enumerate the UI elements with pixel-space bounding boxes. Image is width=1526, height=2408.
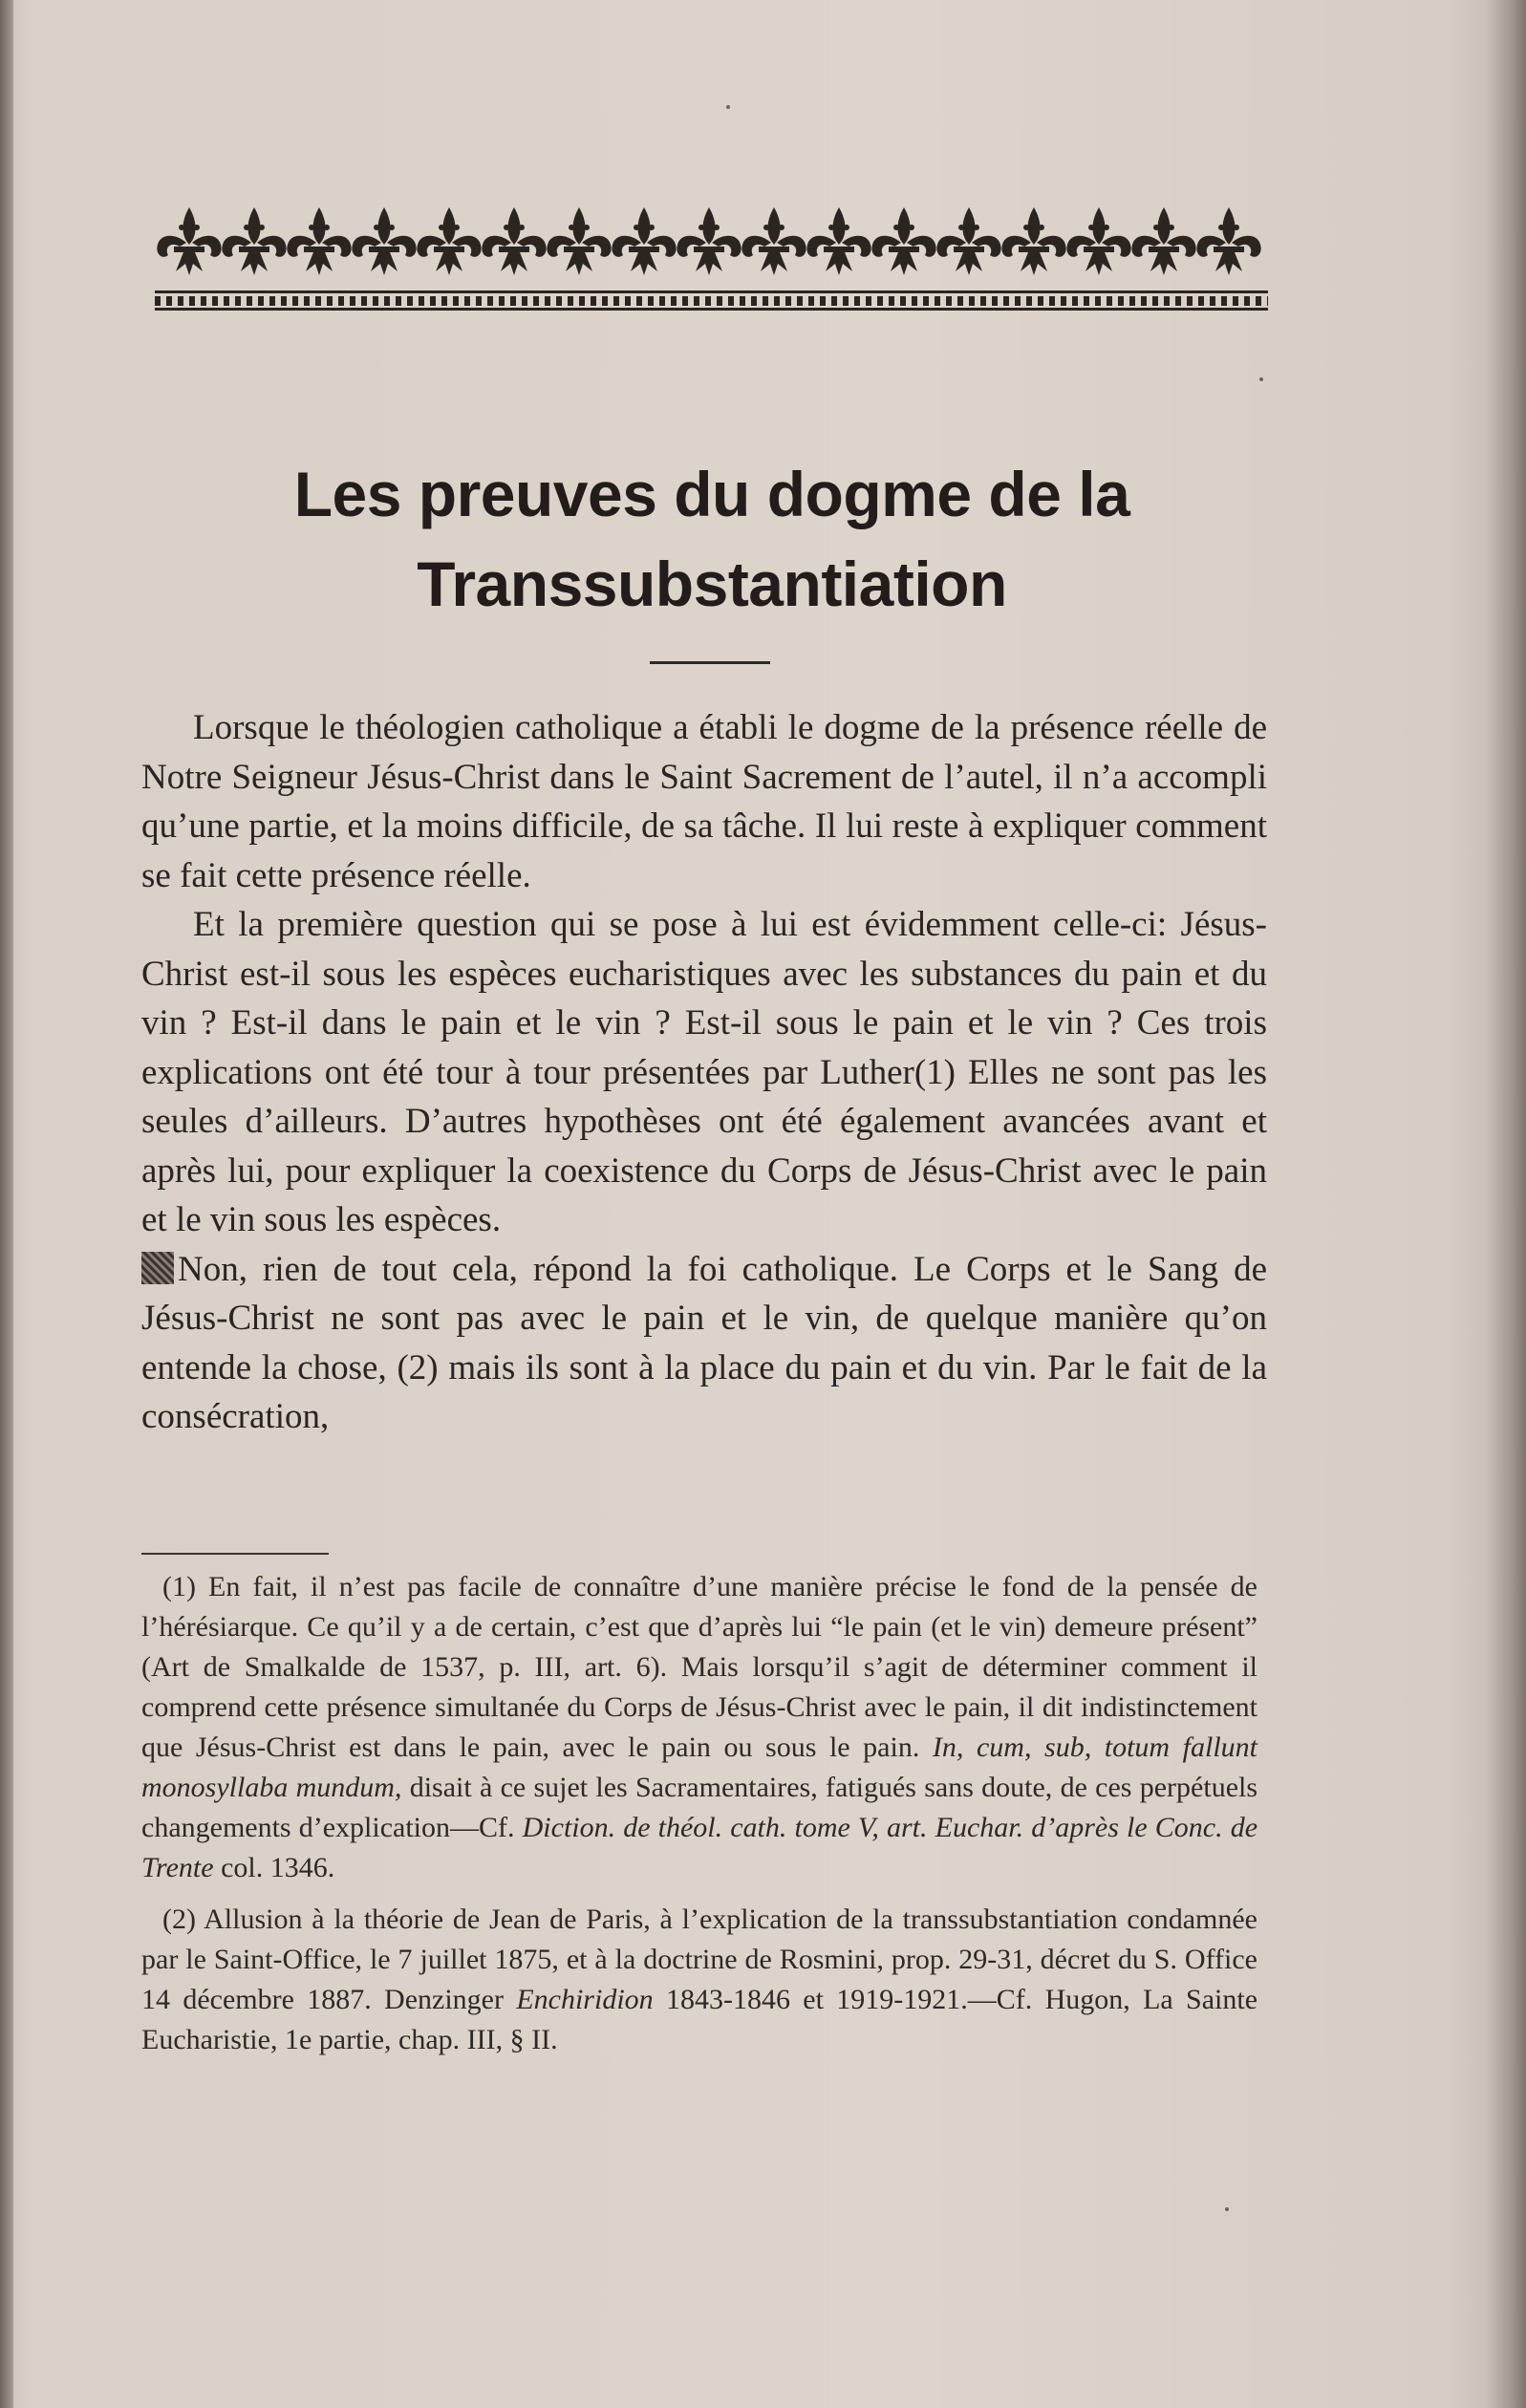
main-text [141, 703, 1267, 1442]
chapter-title [153, 449, 1271, 629]
paragraph-2: Et la première question qui se pose à lui est évidemment celle-ci: Jésus-Christ est-il sous les espèces eucharistiques avec les substances du pain et du vin ? Est-il dans le pain et le vin ? Est-il sous le pain et le vin ? Ces trois explications ont été tour à tour présentées par Luther(1) Elles ne sont pas les seules d’ailleurs. D’autres hypothèses ont été également avancées avant et après lui, pour expliquer la coexistence du Corps de Jésus-Christ avec le pain et le vin sous les espèces. [141, 905, 1267, 1239]
paper-speck [1225, 2207, 1229, 2211]
footnote-1-part-b: disait à ce sujet les Sacramentaires, fatigués sans doute, de ces perpétuels changements d’explication—Cf. [141, 1772, 1258, 1843]
footnote-2 [141, 1900, 1257, 2060]
paragraph-3-text: Non, rien de tout cela, répond la foi catholique. Le Corps et le Sang de Jésus-Christ ne sont pas avec le pain et le vin, de quelque manière qu’on entende la chose, (2) mais ils sont à la place du pain et du vin. Par le fait de la consécration, [141, 1249, 1267, 1436]
paper-speck [726, 105, 730, 109]
fleur-de-lis-ornament-band [155, 197, 1273, 331]
footnote-2-part-a: (2) Allusion à la théorie de Jean de Paris, à l’explication de la transsubstantiation condamnée par le Saint-Office, le 7 juillet 1875, et à la doctrine de Rosmini, prop. 29-31, décret du S. Office 14 décembre 1887. Denzinger [141, 1903, 1257, 2015]
chapter-title-line-1: Les preuves du dogme de la [293, 459, 1130, 529]
paragraph-3 [141, 1245, 1267, 1442]
chapter-title-line-2: Transsubstantiation [417, 548, 1007, 619]
title-underline-rule [650, 661, 770, 664]
fleur-row [157, 207, 1260, 275]
paragraph-1: Lorsque le théologien catholique a établi le dogme de la présence réelle de Notre Seigneur Jésus-Christ dans le Saint Sacrement de l’autel, il n’a accompli qu’une partie, et la moins difficile, de sa tâche. Il lui reste à expliquer comment se fait cette présence réelle. [141, 708, 1267, 895]
page-gutter-shadow [0, 0, 13, 2408]
footnote-1-part-c: col. 1346. [221, 1852, 335, 1883]
footnote-2-work-title: Enchiridion [516, 1984, 654, 2015]
footnote-1 [141, 1567, 1257, 1888]
footnote-separator [141, 1553, 329, 1555]
page-edge-shadow [1484, 0, 1526, 2408]
footnotes [141, 1567, 1257, 2072]
footnote-1-citation: Diction. de théol. cath. tome V, art. Euchar. d’après le Conc. de Trente [141, 1812, 1258, 1883]
ink-blot-mark [141, 1252, 174, 1284]
paper-speck [1259, 377, 1263, 381]
footnote-1-part-a: (1) En fait, il n’est pas facile de connaître d’une manière précise le fond de la pensée de l’hérésiarque. Ce qu’il y a de certain, c’est que d’après lui “le pain (et le vin) demeure présent” (Art de Smalkalde de 1537, p. III, art. 6). Mais lorsqu’il s’agit de déterminer comment il comprend cette présence simultanée du Corps de Jésus-Christ avec le pain, il dit indistinctement que Jésus-Christ est dans le pain, avec le pain ou sous le pain. [141, 1571, 1257, 1763]
footnote-2-part-b: 1843-1846 et 1919-1921.—Cf. Hugon, La Sainte Eucharistie, 1e partie, chap. III, § II. [141, 1984, 1258, 2055]
footnote-1-latin-quote: In, cum, sub, totum fallunt monosyllaba mundum, [141, 1731, 1257, 1803]
